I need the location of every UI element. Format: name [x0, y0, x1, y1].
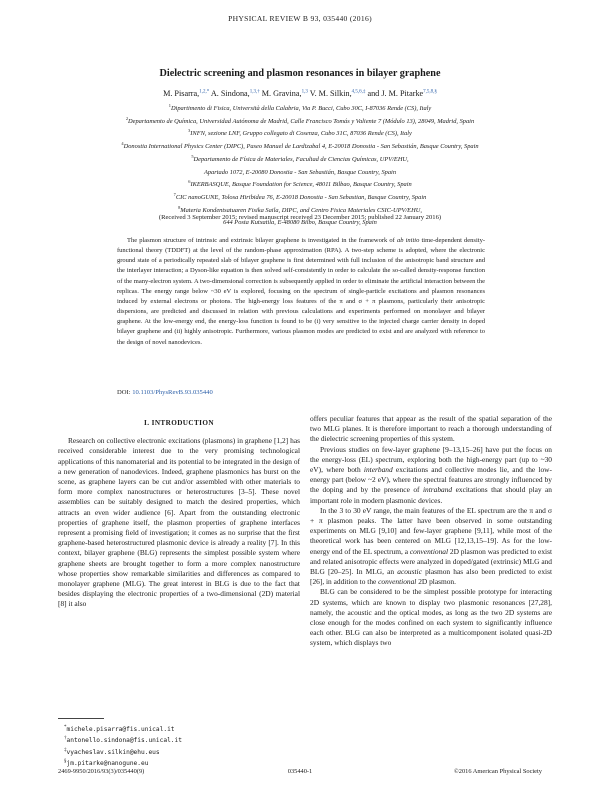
affiliation: $^4$Donostia International Physics Center (DIPC), Paseo Manuel de Lardizabal 4, E-20018 Donostia - San Sebastián, Basque Country, Spain [121, 141, 479, 151]
affiliation: $^2$Departamento de Química, Universidad Autónoma de Madrid, Calle Francisco Tomás y Valiente 7 (Módulo 13), 28049, Madrid, Spain [125, 115, 475, 125]
received-dates: (Received 3 September 2015; revised manuscript received 23 December 2015; published 22 January 2016) [158, 214, 442, 221]
footnote-email[interactable]: *michele.pisarra@fis.unical.it [64, 725, 175, 734]
author-affil-sup[interactable]: 1,2,* [199, 89, 210, 95]
doi-link[interactable]: 10.1103/PhysRevB.93.035440 [132, 389, 213, 396]
abstract-text: The plasmon structure of intrinsic and extrinsic bilayer graphene is investigated in the framework of ab initio time-dependent density-functional theory (TDDFT) at the level of the random-phase approximation (RPA). A two-step scheme is adopted, where the electronic ground state of a periodically repeated slab of bilayer graphene is first determined with full inclusion of the anisotropic band structure and the interlayer interaction; a Dyson-like equation is then solved self-consistently in order to calculate the so-called density-response function of the many-electron system. A two-dimensional correction is subsequently applied in order to eliminate the artificial interaction between the replicas. The energy range below ~30 eV is explored, focusing on the spectrum of single-particle excitations and plasmon resonances induced by external electrons or photons. The high-energy loss features of the π and σ + π plasmons, particularly their anisotropic dispersions, are predicted and discussed in relation with previous calculations and experiments performed on monolayer and bilayer graphene. At the low-energy end, the energy-loss function is found to be (i) very sensitive to the injected charge carrier density in doped bilayer graphene and (ii) highly anisotropic. Furthermore, various plasmon modes are predicted to exist and are analyzed with reference to the design of novel nanodevices. [117, 237, 485, 346]
abstract [117, 236, 485, 348]
affiliation: $^5$Departamento de Física de Materiales, Facultad de Ciencias Químicas, UPV/EHU, [191, 153, 409, 163]
affiliation: $^8$Materia Kondentsatuaren Fisika Saila, DIPC, and Centro Fisica Materiales CSIC-UPV/EHU, [178, 204, 422, 214]
author-name: M. Pisarra, [163, 89, 200, 98]
footnote-email[interactable]: §jm.pitarke@nanogune.eu [64, 759, 149, 768]
affiliation: 644 Posta Kutxatila, E-48080 Bilbo, Basque Country, Spain [223, 219, 377, 227]
right-column [310, 414, 552, 649]
affiliation: $^3$INFN, sezione LNF, Gruppo collegato di Cosenza, Cubo 31C, 87036 Rende (CS), Italy [188, 128, 412, 138]
author-name: V. M. Silkin, [309, 89, 352, 98]
footnotes [64, 723, 182, 768]
affiliation: $^1$Dipartimento di Fisica, Università della Calabria, Via P. Bucci, Cubo 30C, I-87036 Rende (CS), Italy [168, 103, 432, 113]
intro-paragraph: BLG can be considered to be the simplest possible prototype for interacting 2D systems, which are known to display two plasmonic resonances [27,28], namely, the acoustic and the optical modes, as long as the two 2D systems are close enough for the modes confined on each system to significantly influence each other. BLG can also be interpreted as a multicomponent isolated quasi-2D system, which displays two [310, 587, 552, 648]
intro-paragraph: Research on collective electronic excitations (plasmons) in graphene [1,2] has received considerable interest due to the very promising technological applications of this nanomaterial and its potential to be integrated in the design of a new generation of nanodevices. Indeed, graphene plasmonics has burst on the scene, as graphene layers can be cut and/or assembled with other materials to form more complex nanostructures or heterostructures [3–5]. These novel assemblies can be suitably designed to match the desired properties, which attracts an even wider audience [6]. Apart from the outstanding electronic properties of graphene itself, the plasmon properties of graphene interfaces represent a promising field of investigation; it comes as no surprise that the first graphene-based heterostructured plasmonic device is already a reality [7]. In this context, bilayer graphene (BLG) represents the simplest possible system where graphene sheets are brought together to form a more complex nanostructure whose properties show remarkable similarities and differences as compared to monolayer graphene (MLG). The great interest in BLG is due to the fact that besides displaying the electronic properties of a two-dimensional (2D) material [8] it also [58, 436, 300, 609]
author-list [0, 89, 600, 98]
affiliation: $^6$IKERBASQUE, Basque Foundation for Science, 48011 Bilbao, Basque Country, Spain [188, 179, 412, 189]
author-name: M. Gravina, [261, 89, 302, 98]
section-heading: I. INTRODUCTION [144, 419, 214, 427]
doi-label: DOI: [117, 389, 133, 396]
footnote-divider [58, 718, 104, 719]
author-name: A. Sindona, [210, 89, 250, 98]
footer-issn: 2469-9950/2016/93(3)/035440(9) [58, 768, 145, 775]
author-affil-sup[interactable]: 1,3 [301, 89, 308, 95]
intro-paragraph: offers peculiar features that appear as the result of the spatial separation of the two MLG planes. It is therefore important to reach a thorough understanding of the dielectric screening properties of this system. [310, 414, 552, 444]
intro-paragraph: In the 3 to 30 eV range, the main features of the EL spectrum are the π and σ + π plasmon peaks. The latter have been observed in some outstanding experiments on MLG [9,10] and few-layer graphene [9,11], while most of the theoretical work has been centered on MLG [12,13,15–19]. As for the low-energy end of the EL spectrum, a conventional 2D plasmon was predicted to exist and related anisotropic effects were analyzed in doped/gated (extrinsic) MLG and BLG [20–25]. In MLG, an acoustic plasmon has also been predicted to exist [26], in addition to the conventional 2D plasmon. [310, 505, 553, 587]
author-affil-sup[interactable]: 4,5,6,‡ [351, 89, 366, 95]
affiliation: Apartado 1072, E-20080 Donostia - San Sebastián, Basque Country, Spain [203, 168, 397, 176]
journal-header: PHYSICAL REVIEW B 93, 035440 (2016) [228, 14, 372, 23]
doi-line [117, 389, 485, 396]
author-name: and J. M. Pitarke [367, 89, 424, 98]
footer-page-number: 035440-1 [287, 768, 313, 775]
affiliation: $^7$CIC nanoGUNE, Tolosa Hiribidea 76, E-20018 Donostia - San Sebastian, Basque Country, Spain [173, 192, 427, 202]
intro-paragraph: Previous studies on few-layer graphene [9–13,15–26] have put the focus on the energy-loss (EL) spectrum, exploring both the high-energy part (up to ~30 eV), where both interband excitations and collective modes lie, and the low-energy part (below ~2 eV), where the spectral features are strongly influenced by the doping and by the presence of intraband excitations that should play an important role in modern plasmonic devices. [310, 444, 552, 505]
affiliations [60, 101, 540, 228]
author-affil-sup[interactable]: 1,3,† [249, 89, 260, 95]
footer-copyright: ©2016 American Physical Society [453, 768, 542, 775]
paper-title: Dielectric screening and plasmon resonances in bilayer graphene [159, 68, 441, 79]
footnote-email[interactable]: †antonello.sindona@fis.unical.it [64, 736, 182, 745]
footnote-email[interactable]: ‡vyacheslav.silkin@ehu.eus [64, 747, 160, 756]
left-column [58, 418, 300, 610]
author-affil-sup[interactable]: 7,5,8,§ [423, 89, 437, 95]
